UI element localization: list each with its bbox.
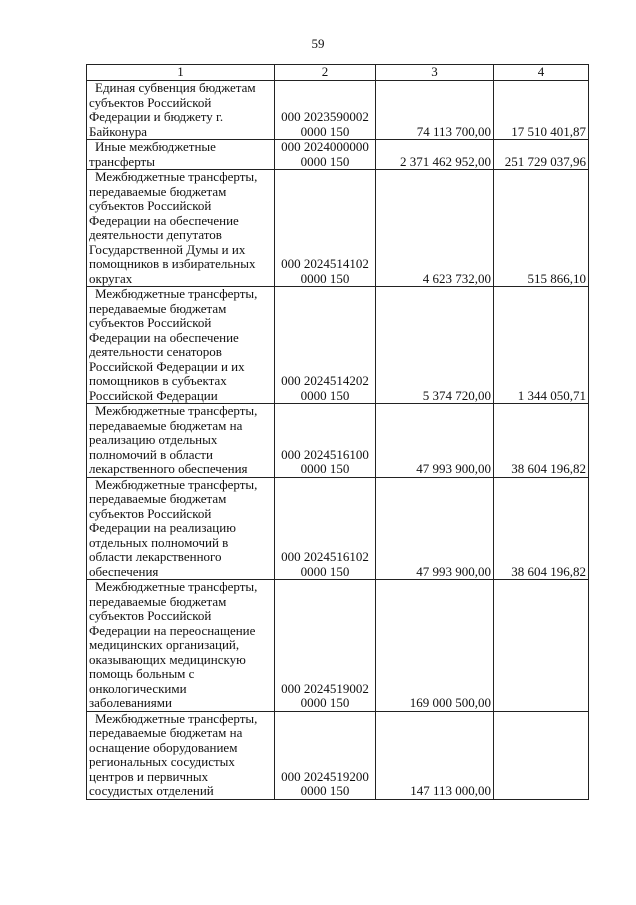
column-header: 1 — [87, 65, 275, 81]
row-name: Межбюджетные трансферты, передаваемые бюджетам субъектов Российской Федерации на переоснащение медицинских организаций, оказывающих медицинскую помощь больным с онкологическими заболеваниями — [87, 580, 275, 712]
table-row — [87, 711, 589, 799]
row-actual: 1 344 050,71 — [494, 287, 589, 404]
table-row — [87, 140, 589, 170]
row-name: Иные межбюджетные трансферты — [87, 140, 275, 170]
row-planned: 47 993 900,00 — [376, 477, 494, 580]
row-actual: 38 604 196,82 — [494, 404, 589, 478]
row-name: Межбюджетные трансферты, передаваемые бюджетам субъектов Российской Федерации на обеспечение деятельности депутатов Государственной Думы и их помощников в избирательных округах — [87, 170, 275, 287]
row-code: 000 2024516102 0000 150 — [275, 477, 376, 580]
row-planned: 4 623 732,00 — [376, 170, 494, 287]
row-actual: 515 866,10 — [494, 170, 589, 287]
table-header-row — [87, 65, 589, 81]
row-actual — [494, 580, 589, 712]
row-name: Межбюджетные трансферты, передаваемые бюджетам на оснащение оборудованием региональных сосудистых центров и первичных сосудистых отделений — [87, 711, 275, 799]
row-code: 000 2024519200 0000 150 — [275, 711, 376, 799]
table-row — [87, 81, 589, 140]
row-actual: 38 604 196,82 — [494, 477, 589, 580]
row-planned: 47 993 900,00 — [376, 404, 494, 478]
row-planned: 5 374 720,00 — [376, 287, 494, 404]
column-header: 4 — [494, 65, 589, 81]
row-code: 000 2024000000 0000 150 — [275, 140, 376, 170]
row-name: Межбюджетные трансферты, передаваемые бюджетам на реализацию отдельных полномочий в области лекарственного обеспечения — [87, 404, 275, 478]
row-actual: 17 510 401,87 — [494, 81, 589, 140]
row-code: 000 2023590002 0000 150 — [275, 81, 376, 140]
row-planned: 2 371 462 952,00 — [376, 140, 494, 170]
row-planned: 169 000 500,00 — [376, 580, 494, 712]
table-row — [87, 477, 589, 580]
row-code: 000 2024514202 0000 150 — [275, 287, 376, 404]
row-name: Межбюджетные трансферты, передаваемые бюджетам субъектов Российской Федерации на реализацию отдельных полномочий в области лекарственного обеспечения — [87, 477, 275, 580]
row-planned: 147 113 000,00 — [376, 711, 494, 799]
row-name: Межбюджетные трансферты, передаваемые бюджетам субъектов Российской Федерации на обеспечение деятельности сенаторов Российской Федерации и их помощников в субъектах Российской Федерации — [87, 287, 275, 404]
table-row — [87, 287, 589, 404]
row-name: Единая субвенция бюджетам субъектов Российской Федерации и бюджету г. Байконура — [87, 81, 275, 140]
table-row — [87, 404, 589, 478]
table-row — [87, 170, 589, 287]
budget-table — [86, 64, 589, 800]
row-actual — [494, 711, 589, 799]
row-planned: 74 113 700,00 — [376, 81, 494, 140]
column-header: 2 — [275, 65, 376, 81]
row-code: 000 2024519002 0000 150 — [275, 580, 376, 712]
row-code: 000 2024514102 0000 150 — [275, 170, 376, 287]
page-number: 59 — [311, 36, 325, 51]
row-actual: 251 729 037,96 — [494, 140, 589, 170]
row-code: 000 2024516100 0000 150 — [275, 404, 376, 478]
column-header: 3 — [376, 65, 494, 81]
table-row — [87, 580, 589, 712]
